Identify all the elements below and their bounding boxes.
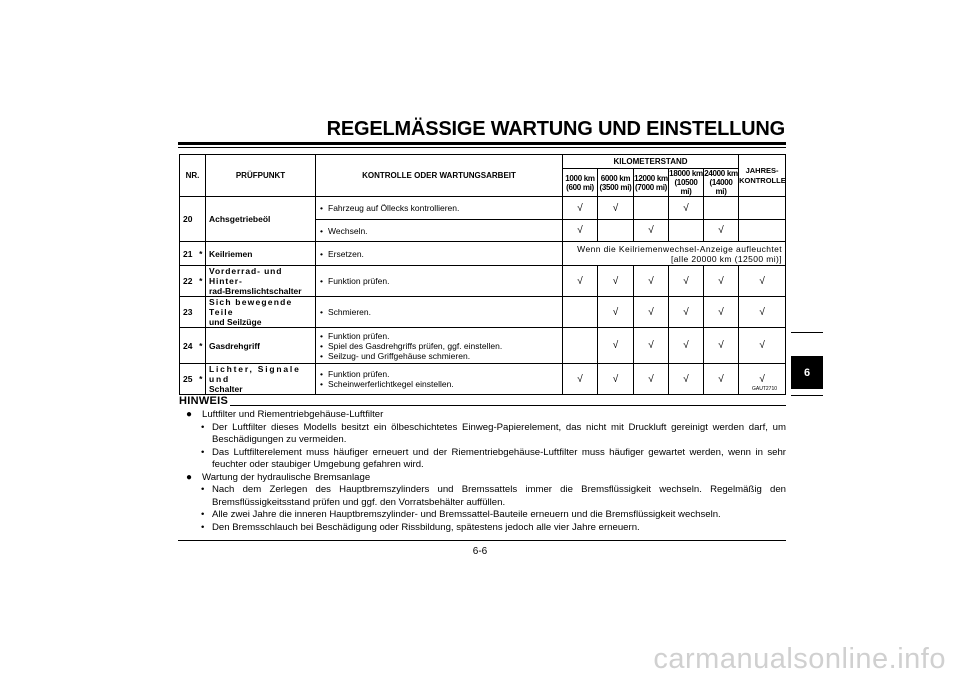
row-star: * (197, 364, 206, 395)
row-number: 25 (180, 364, 197, 395)
page-title: REGELMÄSSIGE WARTUNG UND EINSTELLUNG (326, 118, 785, 140)
header-annual: JAHRES-KONTROLLE (739, 155, 786, 197)
row-action: • Fahrzeug auf Öllecks kontrollieren. (316, 197, 563, 220)
check-mark: √ (634, 220, 669, 242)
check-mark: √ (634, 364, 669, 395)
hinweis-notes (186, 409, 786, 534)
empty-cell (704, 197, 739, 220)
hinweis-rule (230, 405, 786, 406)
check-mark: √ (634, 328, 669, 364)
list-item: • Das Luftfilterelement muss häufiger erneuert und der Riementriebgehäuse-Luftfilter muss häufiger gewartet werden, wenn in sehr feuchter oder staubiger Umgebung gefahren wird. (201, 446, 786, 470)
check-mark: √ (563, 266, 598, 297)
row-action: • Funktion prüfen. • Spiel des Gasdrehgriffs prüfen, ggf. einstellen. • Seilzug- und Griffgehäuse schmieren. (316, 328, 563, 364)
bullet-icon: • (201, 509, 205, 520)
check-mark: √ (704, 364, 739, 395)
page-number: 6-6 (472, 546, 488, 557)
row-number: 24 (180, 328, 197, 364)
row-action: • Schmieren. (316, 297, 563, 328)
empty-cell (563, 297, 598, 328)
title-rule-thin (178, 147, 786, 148)
row-item: Keilriemen (206, 242, 316, 266)
header-action: KONTROLLE ODER WARTUNGSARBEIT (316, 155, 563, 197)
section-tab: 6 (791, 356, 823, 389)
bullet-icon: • (201, 484, 205, 495)
row-number: 20 (180, 197, 197, 242)
maintenance-table (179, 154, 786, 395)
header-km-1: 1000 km (600 mi) (563, 169, 598, 197)
list-item: ● Luftfilter und Riementriebgehäuse-Luftfilter (186, 409, 384, 420)
header-item: PRÜFPUNKT (206, 155, 316, 197)
bottom-rule (178, 540, 786, 541)
check-mark: √ (634, 266, 669, 297)
row-number: 22 (180, 266, 197, 297)
list-item: ● Wartung der hydraulische Bremsanlage (186, 471, 371, 483)
table-row (180, 328, 786, 364)
bullet-icon: • (201, 446, 205, 458)
document-code: GAUT2710 (752, 386, 778, 392)
empty-cell (634, 197, 669, 220)
row-number: 23 (180, 297, 197, 328)
bullet-icon: ● (186, 471, 193, 483)
row-star: * (197, 266, 206, 297)
row-item: Sich bewegende Teile und Seilzüge (206, 297, 316, 328)
table-row (180, 242, 786, 266)
check-mark: √ (598, 364, 634, 395)
header-km-4: 18000 km (10500 mi) (669, 169, 703, 196)
check-mark: √ (598, 197, 634, 220)
row-item: Lichter, Signale und Schalter (206, 364, 316, 395)
check-mark: √ (598, 297, 634, 328)
check-mark: √ (704, 266, 739, 297)
check-mark: √ (704, 328, 739, 364)
check-mark: √ (634, 297, 669, 328)
row-item: Vorderrad- und Hinter- rad-Bremslichtschalter (206, 266, 316, 297)
table-row (180, 297, 786, 328)
list-item: • Nach dem Zerlegen des Hauptbremszylinders und Bremssattels immer die Bremsflüssigkeit wechseln. Regelmäßig den Bremsflüssigkeitsstand prüfen und ggf. den Vorratsbehälter auffüllen. (201, 484, 786, 508)
check-mark: √ (739, 266, 786, 297)
row-star (197, 297, 206, 328)
tab-rule-bottom (791, 395, 823, 396)
row-action: • Funktion prüfen. • Scheinwerferlichtkegel einstellen. (316, 364, 563, 395)
empty-cell (739, 197, 786, 220)
check-mark: √ (563, 364, 598, 395)
bullet-icon: ● (186, 409, 193, 420)
empty-cell (669, 220, 704, 242)
header-km-3: 12000 km (7000 mi) (634, 169, 669, 197)
watermark: carmanualsonline.info (653, 643, 946, 675)
table-row (180, 266, 786, 297)
row-action: • Wechseln. (316, 220, 563, 242)
check-mark: √ (669, 266, 704, 297)
header-km-5: 24000 km (14000 mi) (704, 169, 738, 196)
check-mark: √ (598, 328, 634, 364)
row-item: Achsgetriebeöl (206, 197, 316, 242)
row-action: • Funktion prüfen. (316, 266, 563, 297)
check-mark: √ (669, 328, 704, 364)
list-item: • Den Bremsschlauch bei Beschädigung oder Rissbildung, spätestens jedoch alle vier Jahre erneuern. (201, 521, 640, 533)
check-mark: √ (739, 328, 786, 364)
header-kilometer: KILOMETERSTAND (563, 155, 739, 169)
row-action: • Ersetzen. (316, 242, 563, 266)
row-number: 21 (180, 242, 197, 266)
row-star: * (197, 328, 206, 364)
title-rule (178, 142, 786, 145)
check-mark: √ (704, 220, 739, 242)
row-note: Wenn die Keilriemenwechsel-Anzeige aufleuchtet [alle 20000 km (12500 mi)] (563, 242, 786, 266)
row-star: * (197, 242, 206, 266)
check-mark: √ (598, 266, 634, 297)
check-mark: √ (739, 364, 786, 395)
empty-cell (739, 220, 786, 242)
table-row (180, 364, 786, 395)
check-mark: √ (739, 297, 786, 328)
hinweis-heading: HINWEIS (179, 395, 229, 407)
bullet-icon: • (201, 421, 205, 433)
header-km-2: 6000 km (3500 mi) (598, 169, 634, 197)
bullet-icon: • (201, 521, 205, 533)
empty-cell (598, 220, 634, 242)
check-mark: √ (563, 197, 598, 220)
check-mark: √ (669, 197, 704, 220)
check-mark: √ (669, 297, 704, 328)
check-mark: √ (669, 364, 704, 395)
table-row (180, 197, 786, 220)
check-mark: √ (704, 297, 739, 328)
list-item: • Alle zwei Jahre die inneren Hauptbremszylinder- und Bremssattel-Bauteile erneuern und die Bremsflüssigkeit wechseln. (201, 509, 721, 520)
empty-cell (563, 328, 598, 364)
list-item: • Der Luftfilter dieses Modells besitzt ein ölbeschichtetes Einweg-Papierelement, das nicht mit Druckluft gereinigt werden darf, um Beschädigungen zu vermeiden. (201, 421, 786, 445)
check-mark: √ (563, 220, 598, 242)
row-star (197, 197, 206, 242)
row-item: Gasdrehgriff (206, 328, 316, 364)
tab-rule-top (791, 332, 823, 333)
header-nr: NR. (180, 155, 206, 197)
